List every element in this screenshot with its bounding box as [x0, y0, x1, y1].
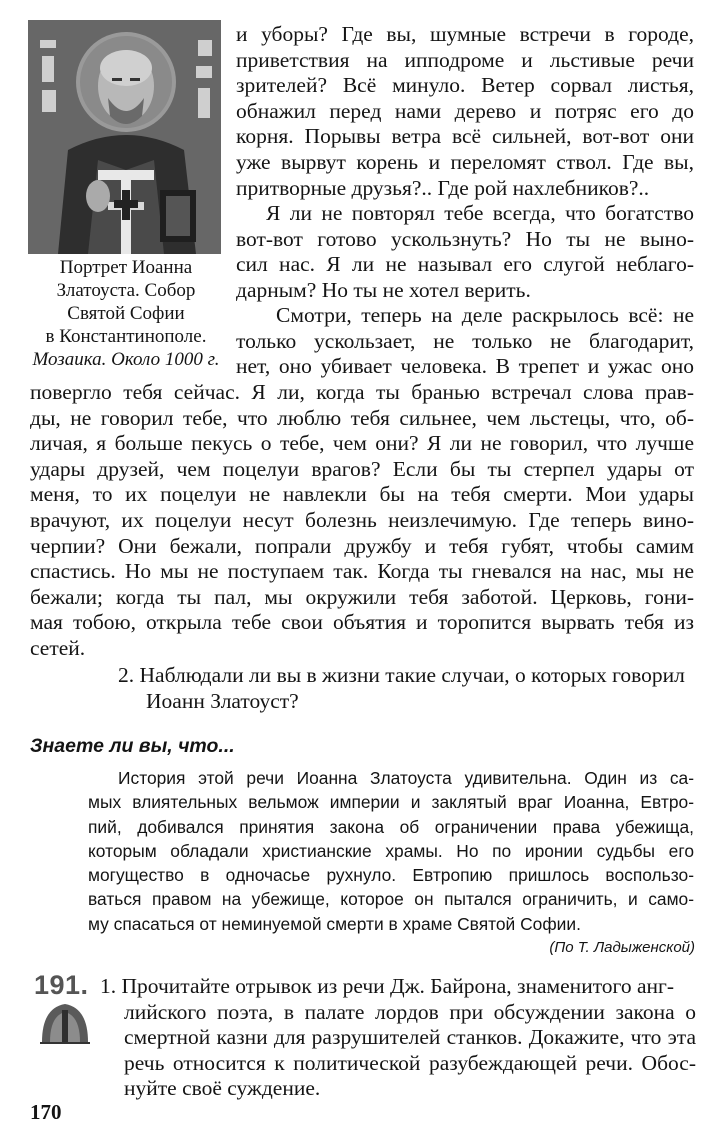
did-you-know-title: Знаете ли вы, что...	[30, 735, 235, 757]
task-line: речь относится к политической разубеждающей речи. Обос-	[124, 1050, 696, 1075]
text-line: сил нас. Я ли не называл его слугой неблаго-	[236, 252, 694, 277]
did-you-know-body	[88, 766, 694, 936]
exercise-task	[100, 974, 696, 1102]
task-line: 1. Прочитайте отрывок из речи Дж. Байрона, знаменитого анг-	[100, 974, 674, 998]
text-line: ваться правом на убежище, которое он пытался ограничить, и само-	[88, 889, 694, 910]
text-line: врачуют, их поцелуи несут болезнь неизлечимую. Где теперь вино-	[30, 507, 694, 532]
text-line: му спасаться от неминуемой смерти в храме Святой Софии.	[88, 913, 581, 934]
source-attribution: (По Т. Ладыженской)	[549, 939, 695, 956]
text-line: дарным? Но ты не хотел верить.	[236, 277, 531, 302]
task-line: нуйте своё суждение.	[124, 1076, 321, 1101]
text-line: бежали; когда ты пал, мы окружили тебя заботой. Церковь, гони-	[30, 584, 694, 609]
question-2	[118, 663, 696, 714]
text-line: пий, добивался принятия закона об ограничении права убежища,	[88, 816, 694, 837]
text-line: могущество в одночасье рухнуло. Евтропию пришлось воспользо-	[88, 865, 694, 886]
text-line: меня, то их поцелуи не навлекли бы на тебя смерти. Мои удары	[30, 482, 694, 507]
text-line: обнажил перед нами дерево и потряс его до	[236, 98, 694, 123]
text-line: Я ли не повторял тебе всегда, что богатство	[266, 201, 694, 225]
text-line: мых влиятельных вельмож империи и заклятый враг Иоанна, Евтро-	[88, 792, 694, 813]
text-line: корня. Порывы ветра всё сильней, вот-вот они	[236, 124, 694, 149]
task-line: лийского поэта, в палате лордов при обсуждении закона о	[124, 999, 696, 1024]
text-line: которым обладали христианские храмы. Но по иронии судьбы его	[88, 840, 694, 861]
text-line: черпии? Они бежали, попрали дружбу и тебя губят, чтобы самим	[30, 533, 694, 558]
caption-line: Портрет Иоанна	[59, 257, 193, 278]
paragraph-1	[236, 22, 694, 201]
paragraph-3	[30, 380, 694, 662]
caption-date: Мозаика. Около 1000 г.	[32, 349, 220, 370]
paragraph-2	[236, 201, 694, 303]
text-line: История этой речи Иоанна Златоуста удивительна. Один из са-	[118, 768, 694, 788]
caption-line: Святой Софии	[67, 303, 185, 324]
text-line: зрителей? Всё минуло. Ветер сорвал листья,	[236, 73, 694, 98]
question-line: Иоанн Златоуст?	[146, 688, 299, 713]
question-line: 2. Наблюдали ли вы в жизни такие случаи, о которых говорил	[118, 663, 685, 687]
text-line: притворные друзья?.. Где рой нахлебников?..	[236, 175, 650, 200]
text-line: нет, оно убивает человека. В трепет и ужас оно	[236, 354, 694, 379]
paragraph-3-start	[236, 303, 694, 380]
portrait-mosaic-image	[28, 20, 221, 254]
task-line: смертной казни для разрушителей станков. Докажите, что эта	[124, 1025, 696, 1050]
text-line: ды, не говорил тебе, что люблю тебя сильнее, чем льстецы, что, об-	[30, 405, 694, 430]
text-line: только ускользает, не только не благодарит,	[236, 328, 694, 353]
page-number: 170	[30, 1100, 62, 1124]
text-line: и уборы? Где вы, шумные встречи в городе,	[236, 22, 694, 46]
text-line: спастись. Но мы не поступаем так. Когда ты гневался на нас, мы не	[30, 559, 694, 584]
text-line: повергло тебя сейчас. Я ли, когда ты бранью встречал слова прав-	[30, 380, 694, 404]
text-line: уже вырвут корень и переломят ствол. Где вы,	[236, 149, 694, 174]
text-line: приветствия на ипподроме и льстивые речи	[236, 47, 694, 72]
text-line: мая тобою, открыла тебе свои объятия и торопится вырвать тебя из	[30, 610, 694, 635]
text-line: сетей.	[30, 635, 86, 660]
text-line: вот-вот готово ускользнуть? Но ты не выно-	[236, 226, 694, 251]
text-line: Смотри, теперь на деле раскрылось всё: не	[276, 303, 694, 327]
portrait-caption	[24, 256, 228, 371]
caption-line: Златоуста. Собор	[56, 280, 196, 301]
helmet-icon	[38, 1000, 92, 1044]
text-line: личая, я больше пекусь о тебе, чем они? Я ли не говорил, что лучше	[30, 431, 694, 456]
caption-line: в Константинополе.	[45, 326, 207, 347]
exercise-number: 191.	[34, 970, 89, 1000]
text-line: удары друзей, чем поцелуи врагов? Если бы ты стерпел удары от	[30, 456, 694, 481]
